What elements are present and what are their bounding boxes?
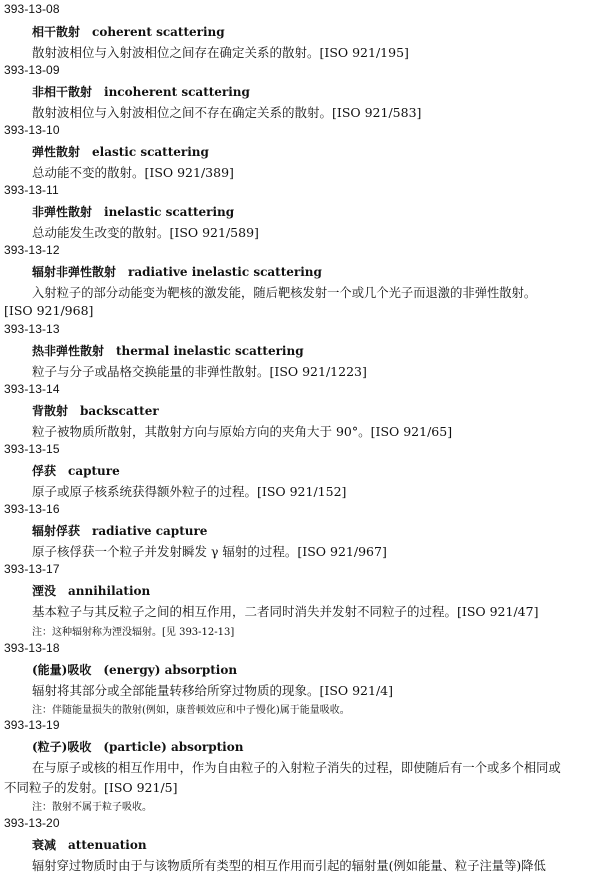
entry-term (32, 263, 322, 280)
term-en: backscatter (80, 404, 159, 418)
entry-note: 注：这种辐射称为湮没辐射。[见 393-12-13] (32, 627, 235, 638)
entry-note: 注：散射不属于粒子吸收。 (32, 802, 152, 813)
entry-definition: 总动能不变的散射。[ISO 921/389] (32, 165, 234, 180)
entry-definition: 总动能发生改变的散射。[ISO 921/589] (32, 225, 259, 240)
term-cn: 背散射 (32, 404, 69, 418)
entry-term (32, 342, 304, 359)
entry-term (32, 582, 150, 599)
entry-term (32, 143, 209, 160)
term-cn: 湮没 (32, 584, 57, 598)
entry-definition: 原子核俘获一个粒子并发射瞬发 γ 辐射的过程。[ISO 921/967] (32, 544, 387, 559)
entry-term (32, 402, 159, 419)
entry-term (32, 661, 237, 678)
entry-code: 393-13-17 (4, 562, 60, 576)
entry-code: 393-13-10 (4, 123, 60, 137)
entry-definition: 辐射将其部分或全部能量转移给所穿过物质的现象。[ISO 921/4] (32, 683, 393, 698)
entry-definition: 散射波相位与入射波相位之间存在确定关系的散射。[ISO 921/195] (32, 45, 409, 60)
entry-code: 393-13-11 (4, 183, 59, 197)
entry-term (32, 23, 225, 40)
term-cn: 相干散射 (32, 25, 81, 39)
entry-definition-continued: [ISO 921/968] (4, 303, 94, 318)
entry-code: 393-13-20 (4, 816, 60, 830)
entry-code: 393-13-15 (4, 442, 60, 456)
entry-code: 393-13-18 (4, 641, 60, 655)
term-en: thermal inelastic scattering (116, 344, 304, 358)
term-cn: 俘获 (32, 464, 57, 478)
entry-definition: 粒子与分子或晶格交换能量的非弹性散射。[ISO 921/1223] (32, 364, 367, 379)
term-cn: 非相干散射 (32, 85, 93, 99)
term-en: inelastic scattering (104, 205, 235, 219)
entry-code: 393-13-12 (4, 243, 60, 257)
entry-term (32, 83, 250, 100)
entry-code: 393-13-19 (4, 718, 60, 732)
entry-definition-continued: 不同粒子的发射。[ISO 921/5] (4, 780, 178, 795)
term-en: coherent scattering (92, 25, 225, 39)
term-en: (energy) absorption (103, 663, 238, 677)
entry-code: 393-13-14 (4, 382, 60, 396)
term-cn: (能量)吸收 (32, 663, 92, 677)
entry-term (32, 522, 207, 539)
term-cn: 热非弹性散射 (32, 344, 105, 358)
term-en: capture (68, 464, 120, 478)
entry-term (32, 203, 234, 220)
term-en: (particle) absorption (103, 740, 244, 754)
entry-definition: 入射粒子的部分动能变为靶核的激发能，随后靶核发射一个或几个光子而退激的非弹性散射。 (32, 286, 537, 300)
entry-definition: 在与原子或核的相互作用中，作为自由粒子的入射粒子消失的过程，即使随后有一个或多个相同或 (32, 761, 561, 775)
term-en: radiative inelastic scattering (128, 265, 322, 279)
term-cn: 辐射俘获 (32, 524, 81, 538)
term-cn: 衰减 (32, 838, 57, 852)
term-cn: 弹性散射 (32, 145, 81, 159)
term-cn: 辐射非弹性散射 (32, 265, 117, 279)
entry-definition: 基本粒子与其反粒子之间的相互作用，二者同时消失并发射不同粒子的过程。[ISO 921/47] (32, 604, 539, 619)
term-en: radiative capture (92, 524, 208, 538)
entry-note: 注：伴随能量损失的散射(例如，康普顿效应和中子慢化)属于能量吸收。 (32, 705, 350, 716)
entry-definition: 粒子被物质所散射，其散射方向与原始方向的夹角大于 90°。[ISO 921/65] (32, 424, 453, 439)
entry-code: 393-13-13 (4, 322, 60, 336)
entry-definition: 散射波相位与入射波相位之间不存在确定关系的散射。[ISO 921/583] (32, 105, 422, 120)
entry-definition: 原子或原子核系统获得额外粒子的过程。[ISO 921/152] (32, 484, 347, 499)
term-cn: (粒子)吸收 (32, 740, 92, 754)
entry-term (32, 462, 120, 479)
term-en: incoherent scattering (104, 85, 250, 99)
entry-term (32, 836, 147, 853)
term-en: elastic scattering (92, 145, 209, 159)
entry-definition: 辐射穿过物质时由于与该物质所有类型的相互作用而引起的辐射量(例如能量、粒子注量等)降低 (32, 859, 546, 873)
term-en: attenuation (68, 838, 147, 852)
entry-term (32, 738, 243, 755)
entry-code: 393-13-09 (4, 63, 60, 77)
term-cn: 非弹性散射 (32, 205, 93, 219)
entry-code: 393-13-16 (4, 502, 60, 516)
entry-code: 393-13-08 (4, 2, 60, 16)
term-en: annihilation (68, 584, 151, 598)
